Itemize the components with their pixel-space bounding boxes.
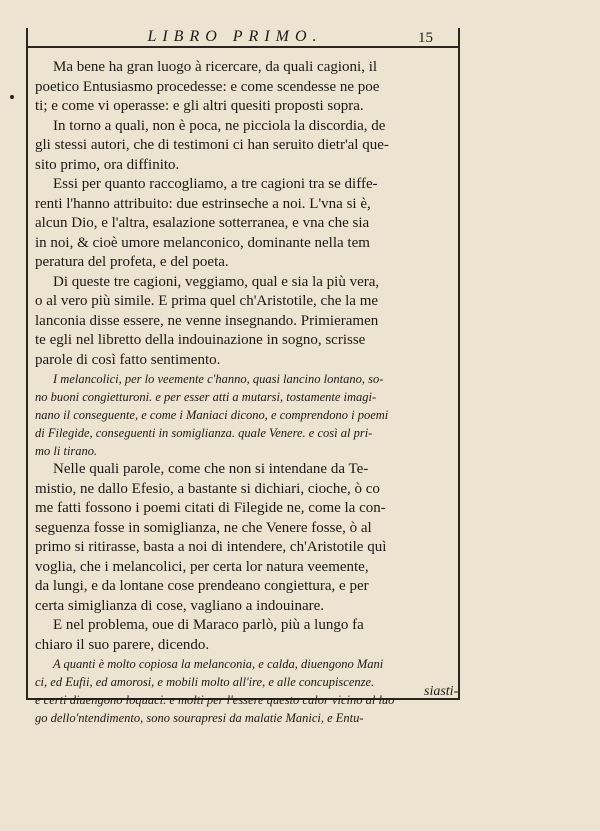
text-line: go dello'ntendimento, sono sourapresi da malatie Manici, e Entu-: [35, 711, 364, 725]
text-line: mo li tirano.: [35, 444, 98, 458]
text-line: alcun Dio, e l'altra, esalazione sotterranea, e vna che sia: [35, 215, 370, 231]
paragraph: [35, 460, 455, 616]
text-line: renti l'hanno attribuito: due estrinseche a noi. L'vna si è,: [35, 195, 371, 212]
margin-dot: [10, 95, 14, 99]
text-line: te egli nel libretto della indouinazione in sogno, scrisse: [35, 332, 366, 348]
text-line: parole di così fatto sentimento.: [35, 351, 221, 368]
paragraph: [35, 58, 455, 117]
text-line: da lungi, e da lontane cose prendeano congiettura, e per: [35, 578, 369, 594]
text-line: o al vero più simile. E prima quel ch'Aristotile, che la me: [35, 293, 379, 309]
header-rule: [26, 46, 458, 48]
text-line: peratura del profeta, e del poeta.: [35, 254, 229, 270]
text-line: seguenza fosse in somiglianza, ne che Venere fosse, ò al: [35, 519, 372, 536]
paragraph: [35, 273, 455, 371]
text-line: me fatti fossono i poemi citati di Filegide ne, come la con-: [35, 500, 386, 516]
running-head: LIBRO PRIMO.: [147, 28, 323, 45]
text-line: Nelle quali parole, come che non si intendane da Te-: [53, 461, 369, 477]
text-line: poetico Entusiasmo procedesse: e come scendesse ne poe: [35, 78, 380, 95]
quoted-passage: [35, 370, 455, 460]
text-line: ti; e come vi operasse: e gli altri quesiti proposti sopra.: [35, 98, 364, 114]
text-line: di Filegide, conseguenti in somiglianza. quale Venere. e così al pri-: [35, 426, 373, 440]
paragraph: [35, 616, 455, 655]
text-line: Di queste tre cagioni, veggiamo, qual e sia la più vera,: [53, 273, 380, 290]
text-line: gli stessi autori, che di testimoni ci han seruito dietr'al que-: [35, 137, 389, 153]
text-line: Essi per quanto raccogliamo, a tre cagioni tra se diffe-: [53, 176, 378, 192]
text-line: I melancolici, per lo veemente c'hanno, quasi lancino lontano, so-: [53, 372, 384, 386]
text-line: nano il conseguente, e come i Maniaci dicono, e comprendono i poemi: [35, 408, 389, 422]
text-line: sito primo, ora diffinito.: [35, 156, 180, 173]
text-line: no buoni congietturoni. e per esser atti a mutarsi, tostamente imagi-: [35, 390, 377, 404]
text-line: e certi diuengono loquaci. e molti per l'essere questo calor vicino al luo: [35, 693, 395, 707]
text-line: A quanti è molto copiosa la melanconia, e calda, diuengono Mani: [53, 657, 384, 671]
text-line: In torno a quali, non è poca, ne picciola la discordia, de: [53, 117, 386, 134]
page-number: 15: [418, 30, 433, 46]
text-line: ci, ed Eufii, ed amorosi, e mobili molto all'ire, e alle concupiscenze.: [35, 675, 375, 689]
text-line: mistio, ne dallo Efesio, a bastante si dichiari, cioche, ò co: [35, 480, 380, 497]
text-line: in noi, & cioè umore melanconico, dominante nella tem: [35, 234, 370, 251]
text-line: lanconia disse essere, ne venne insegnando. Primieramen: [35, 312, 379, 329]
catchword: siasti-: [424, 684, 459, 699]
text-line: chiaro il suo parere, dicendo.: [35, 636, 210, 653]
text-line: voglia, che i melancolici, per certa lor natura veemente,: [35, 558, 369, 575]
paragraph: [35, 117, 455, 176]
text-line: certa simiglianza di cose, vagliano a indouinare.: [35, 597, 325, 614]
quoted-passage: [35, 655, 455, 727]
body-text: [35, 58, 455, 727]
text-line: primo si ritirasse, basta a noi di intendere, ch'Aristotile quì: [35, 539, 387, 555]
paragraph: [35, 175, 455, 273]
text-line: Ma bene ha gran luogo à ricercare, da quali cagioni, il: [53, 59, 378, 75]
text-line: E nel problema, oue di Maraco parlò, più a lungo fa: [53, 617, 364, 633]
